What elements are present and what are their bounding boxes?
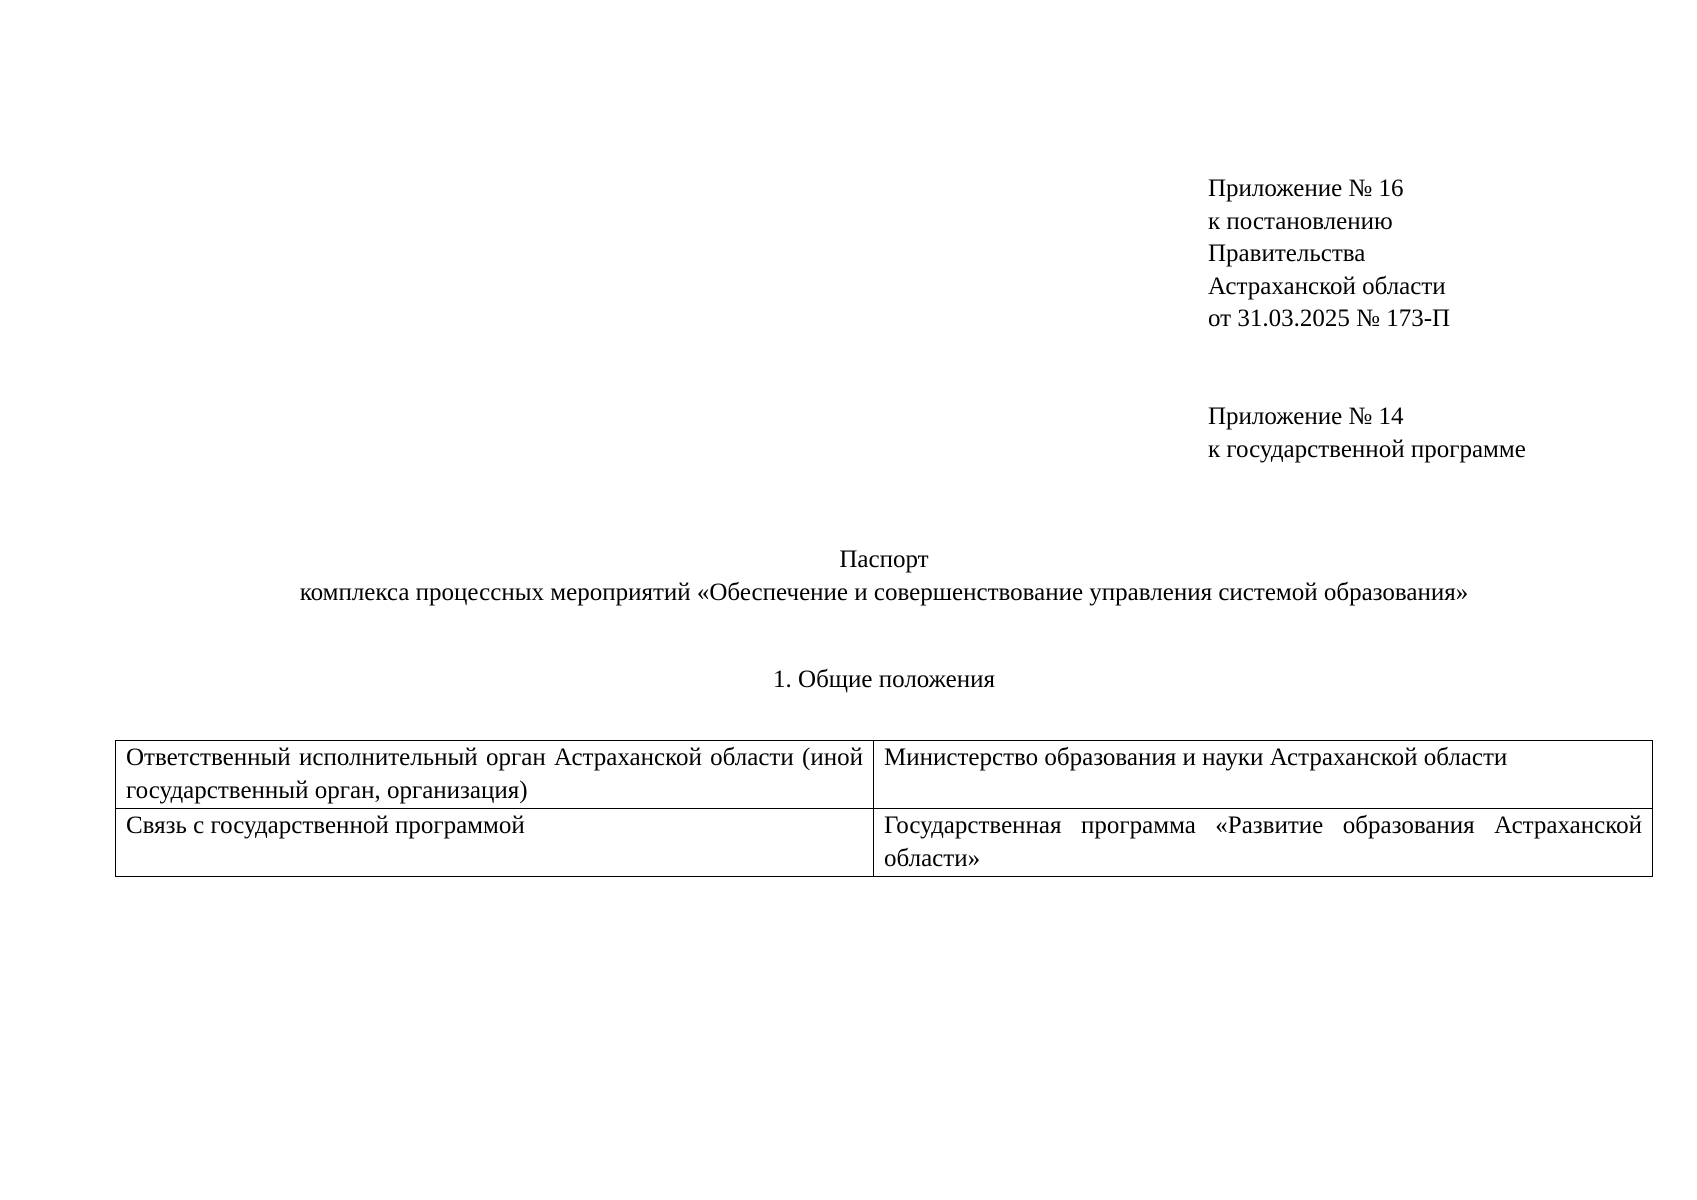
table-cell-value: Министерство образования и науки Астраханской области <box>874 741 1653 809</box>
table-row <box>116 809 1653 877</box>
annex-14-line: к государственной программе <box>1208 435 1526 463</box>
table-cell-label: Связь с государственной программой <box>116 809 874 877</box>
annex-16-line: Астраханской области <box>1208 272 1446 300</box>
annex-16-reference <box>1208 173 1450 336</box>
table-cell-label: Ответственный исполнительный орган Астраханской области (иной государственный орган, организация) <box>116 741 874 809</box>
annex-16-line: к постановлению <box>1208 207 1393 235</box>
table-row <box>116 741 1653 809</box>
document-subtitle: комплекса процессных мероприятий «Обеспечение и совершенствование управления системой образования» <box>299 579 1469 606</box>
document-title: Паспорт <box>839 546 929 573</box>
annex-16-line: Правительства <box>1208 240 1366 267</box>
table-cell-value: Государственная программа «Развитие образования Астраханской области» <box>874 809 1653 877</box>
annex-16-line: Приложение № 16 <box>1208 175 1404 202</box>
general-provisions-table <box>115 740 1653 877</box>
annex-16-line: от 31.03.2025 № 173-П <box>1208 305 1451 332</box>
annex-14-reference <box>1208 401 1526 466</box>
annex-14-line: Приложение № 14 <box>1208 403 1404 430</box>
section-heading: 1. Общие положения <box>773 666 995 693</box>
